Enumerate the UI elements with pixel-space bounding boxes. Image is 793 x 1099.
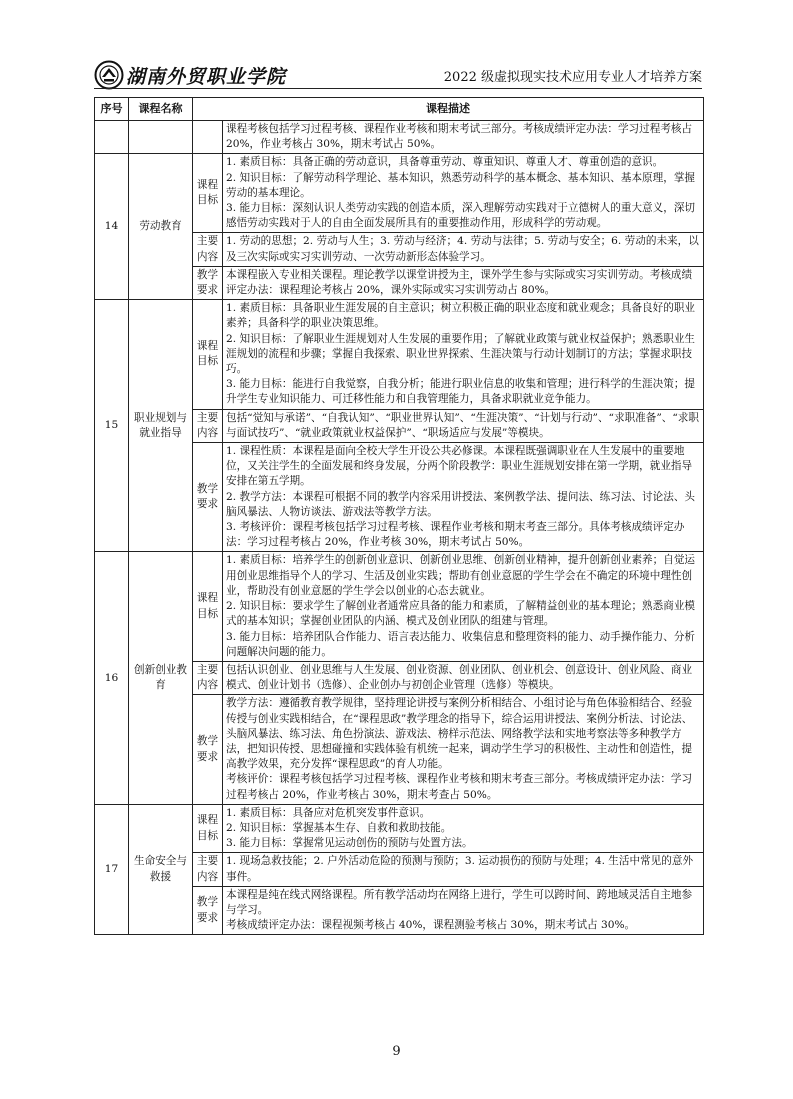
row-label: 教学要求: [193, 695, 223, 804]
row-description: [223, 804, 704, 853]
page-number: 9: [392, 1044, 401, 1059]
description-line: 2. 知识目标：了解职业生涯规划对人生发展的重要作用；了解就业政策与就业权益保护；熟悉职业生涯规划的流程和步骤；掌握自我探索、职业世界探索、生涯决策与行动计划制订的方法；掌握求职技巧。: [226, 332, 696, 376]
row-description: [223, 661, 704, 694]
description-line: 2. 知识目标：了解劳动科学理论、基本知识，熟悉劳动科学的基本概念、基本知识、基本原理，掌握劳动的基本理论。: [226, 171, 696, 199]
description-line: 2. 知识目标：要求学生了解创业者通常应具备的能力和素质，了解精益创业的基本理论；熟悉商业模式的基本知识；掌握创业团队的内涵、模式及创业团队的组建与管理。: [226, 600, 696, 628]
row-label: 主要内容: [193, 409, 223, 442]
course-number: 14: [95, 154, 129, 300]
header-divider: [94, 88, 702, 89]
description-line: 1. 素质目标：具备正确的劳动意识，具备尊重劳动、尊重知识、尊重人才、尊重创造的意识。: [226, 156, 664, 169]
row-label: 主要内容: [193, 853, 223, 886]
row-description: [223, 443, 704, 552]
description-line: 包括认识创业、创业思维与人生发展、创业资源、创业团队、创业机会、创意设计、创业风险、商业模式、创业计划书（选修）、企业创办与初创企业管理（选修）等模块。: [226, 663, 693, 692]
row-label: 教学要求: [193, 266, 223, 299]
description-line: 教学方法：遵循教育教学规律，坚持理论讲授与案例分析相结合、小组讨论与角色体验相结合、经验传授与创业实践相结合，在“课程思政”教学理念的指导下，综合运用讲授法、案例分析法、讨论法、头脑风暴法、练习法、角色扮演法、游戏法、榜样示范法、网络教学法和实地考察法等多种教学方法，把知识传授、思想碰撞和实践体验有机统一起来，调动学生学习的积极性、主动性和创造性，提高教学效果，充分发挥“课程思政”的育人功能。: [226, 697, 693, 771]
row-description: [223, 266, 704, 299]
course-name: 生命安全与救援: [129, 804, 193, 935]
cell-empty: [95, 121, 129, 154]
row-label: 教学要求: [193, 443, 223, 552]
description-line: 包括“觉知与承诺”、“自我认知”、“职业世界认知”、“生涯决策”、“计划与行动”、“求职准备”、“求职与面试技巧”、“就业政策就业权益保护”、“职场适应与发展”等模块。: [226, 411, 699, 439]
description-line: 2. 知识目标：掌握基本生存、自救和救助技能。: [226, 821, 452, 834]
row-label: 课程目标: [193, 552, 223, 661]
course-number: 16: [95, 552, 129, 804]
table-row-continued: [95, 121, 704, 154]
table-body: [95, 121, 704, 935]
row-label: 教学要求: [193, 886, 223, 935]
description-line: 3. 能力目标：深刻认识人类劳动实践的创造本质，深入理解劳动实践对于立德树人的重大意义，深切感悟劳动实践对于人的自由全面发展所具有的重要推动作用，形成科学的劳动观。: [226, 202, 696, 230]
row-description: [223, 233, 704, 266]
row-description: [223, 886, 704, 935]
description-line: 1. 素质目标：培养学生的创新创业意识、创新创业思维、创新创业精神，提升创新创业素养；自觉运用创业思维指导个人的学习、生活及创业实践；帮助有创业意愿的学生学会在不确定的环境中理性创业，帮助没有创业意愿的学生学会以创业的心态去就业。: [226, 554, 696, 597]
row-description: [223, 552, 704, 661]
description-line: 3. 能力目标：培养团队合作能力、语言表达能力、收集信息和整理资料的能力、动手操作能力、分析问题解决问题的能力。: [226, 630, 696, 658]
school-logo-icon: [94, 60, 124, 90]
row-label: 主要内容: [193, 233, 223, 266]
description-line: 3. 考核评价：课程考核包括学习过程考核、课程作业考核和期末考查三部分。具体考核成绩评定办法：学习过程考核占 20%，作业考核 30%，期末考试占 50%。: [226, 521, 685, 549]
curriculum-table: [94, 97, 704, 935]
row-label: 课程目标: [193, 300, 223, 409]
course-number: 17: [95, 804, 129, 935]
cell-empty: [193, 121, 223, 154]
row-description: [223, 409, 704, 442]
col-header-name: 课程名称: [129, 98, 193, 121]
description-line: 考核评价：课程考核包括学习过程考核、课程作业考核和期末考查三部分。考核成绩评定办法：学习过程考核占 20%，作业考核占 30%，期末考查占 50%。: [226, 773, 693, 801]
description-line: 1. 素质目标：具备应对危机突发事件意识。: [226, 806, 431, 819]
cell-empty: [129, 121, 193, 154]
table-header-row: [95, 98, 704, 121]
row-description: [223, 154, 704, 233]
course-name: 创新创业教育: [129, 552, 193, 804]
course-name: 劳动教育: [129, 154, 193, 300]
row-label: 课程目标: [193, 154, 223, 233]
course-name: 职业规划与就业指导: [129, 300, 193, 552]
table-row: [95, 552, 704, 661]
row-description: [223, 300, 704, 409]
school-name: 湖南外贸职业学院: [126, 66, 287, 88]
description-line: 2. 教学方法：本课程可根据不同的教学内容采用讲授法、案例教学法、提问法、练习法、讨论法、头脑风暴法、人物访谈法、游戏法等教学方法。: [226, 490, 696, 518]
row-description: [223, 695, 704, 804]
continued-description: 课程考核包括学习过程考核、课程作业考核和期末考试三部分。考核成绩评定办法：学习过程考核占 20%，作业考核占 30%，期末考试占 50%。: [223, 121, 704, 154]
description-line: 1. 素质目标：具备职业生涯发展的自主意识；树立积极正确的职业态度和就业观念；具备良好的职业素养；具备科学的职业决策思维。: [226, 302, 696, 330]
col-header-no: 序号: [95, 98, 129, 121]
course-number: 15: [95, 300, 129, 552]
description-line: 1. 现场急救技能；2. 户外活动危险的预测与预防；3. 运动损伤的预防与处理；4. 生活中常见的意外事件。: [226, 855, 694, 883]
table-row: [95, 154, 704, 233]
row-label: 主要内容: [193, 661, 223, 694]
table-row: [95, 804, 704, 853]
description-line: 本课程是纯在线式网络课程。所有教学活动均在网络上进行，学生可以跨时间、跨地域灵活自主地参与学习。: [226, 888, 693, 916]
col-header-desc: 课程描述: [193, 98, 704, 121]
row-label: 课程目标: [193, 804, 223, 853]
description-line: 1. 劳动的思想；2. 劳动与人生；3. 劳动与经济；4. 劳动与法律；5. 劳动与安全；6. 劳动的未来，以及三次实际或实习实训劳动、一次劳动新形态体验学习。: [226, 235, 699, 263]
description-line: 1. 课程性质：本课程是面向全校大学生开设公共必修课。本课程既强调职业在人生发展中的重要地位，又关注学生的全面发展和终身发展，分两个阶段教学：职业生涯规划安排在第一学期，就业指导安排在第五学期。: [226, 445, 693, 488]
description-line: 本课程嵌入专业相关课程。理论教学以课堂讲授为主，课外学生参与实际或实习实训劳动。考核成绩评定办法：课程理论考核占 20%，课外实际或实习实训劳动占 80%。: [226, 268, 693, 297]
table-row: [95, 300, 704, 409]
description-line: 考核成绩评定办法：课程视频考核占 40%，课程测验考核占 30%，期末考试占 30%。: [226, 919, 636, 932]
description-line: 3. 能力目标：能进行自我觉察，自我分析；能进行职业信息的收集和管理；进行科学的生涯决策；提升学生专业知识能力、可迁移性能力和自我管理能力，具备求职就业竞争能力。: [226, 378, 696, 406]
page-header: [94, 62, 702, 88]
document-title: 2022 级虚拟现实技术应用专业人才培养方案: [443, 70, 702, 85]
description-line: 3. 能力目标：掌握常见运动创伤的预防与处置方法。: [226, 837, 473, 850]
row-description: [223, 853, 704, 886]
